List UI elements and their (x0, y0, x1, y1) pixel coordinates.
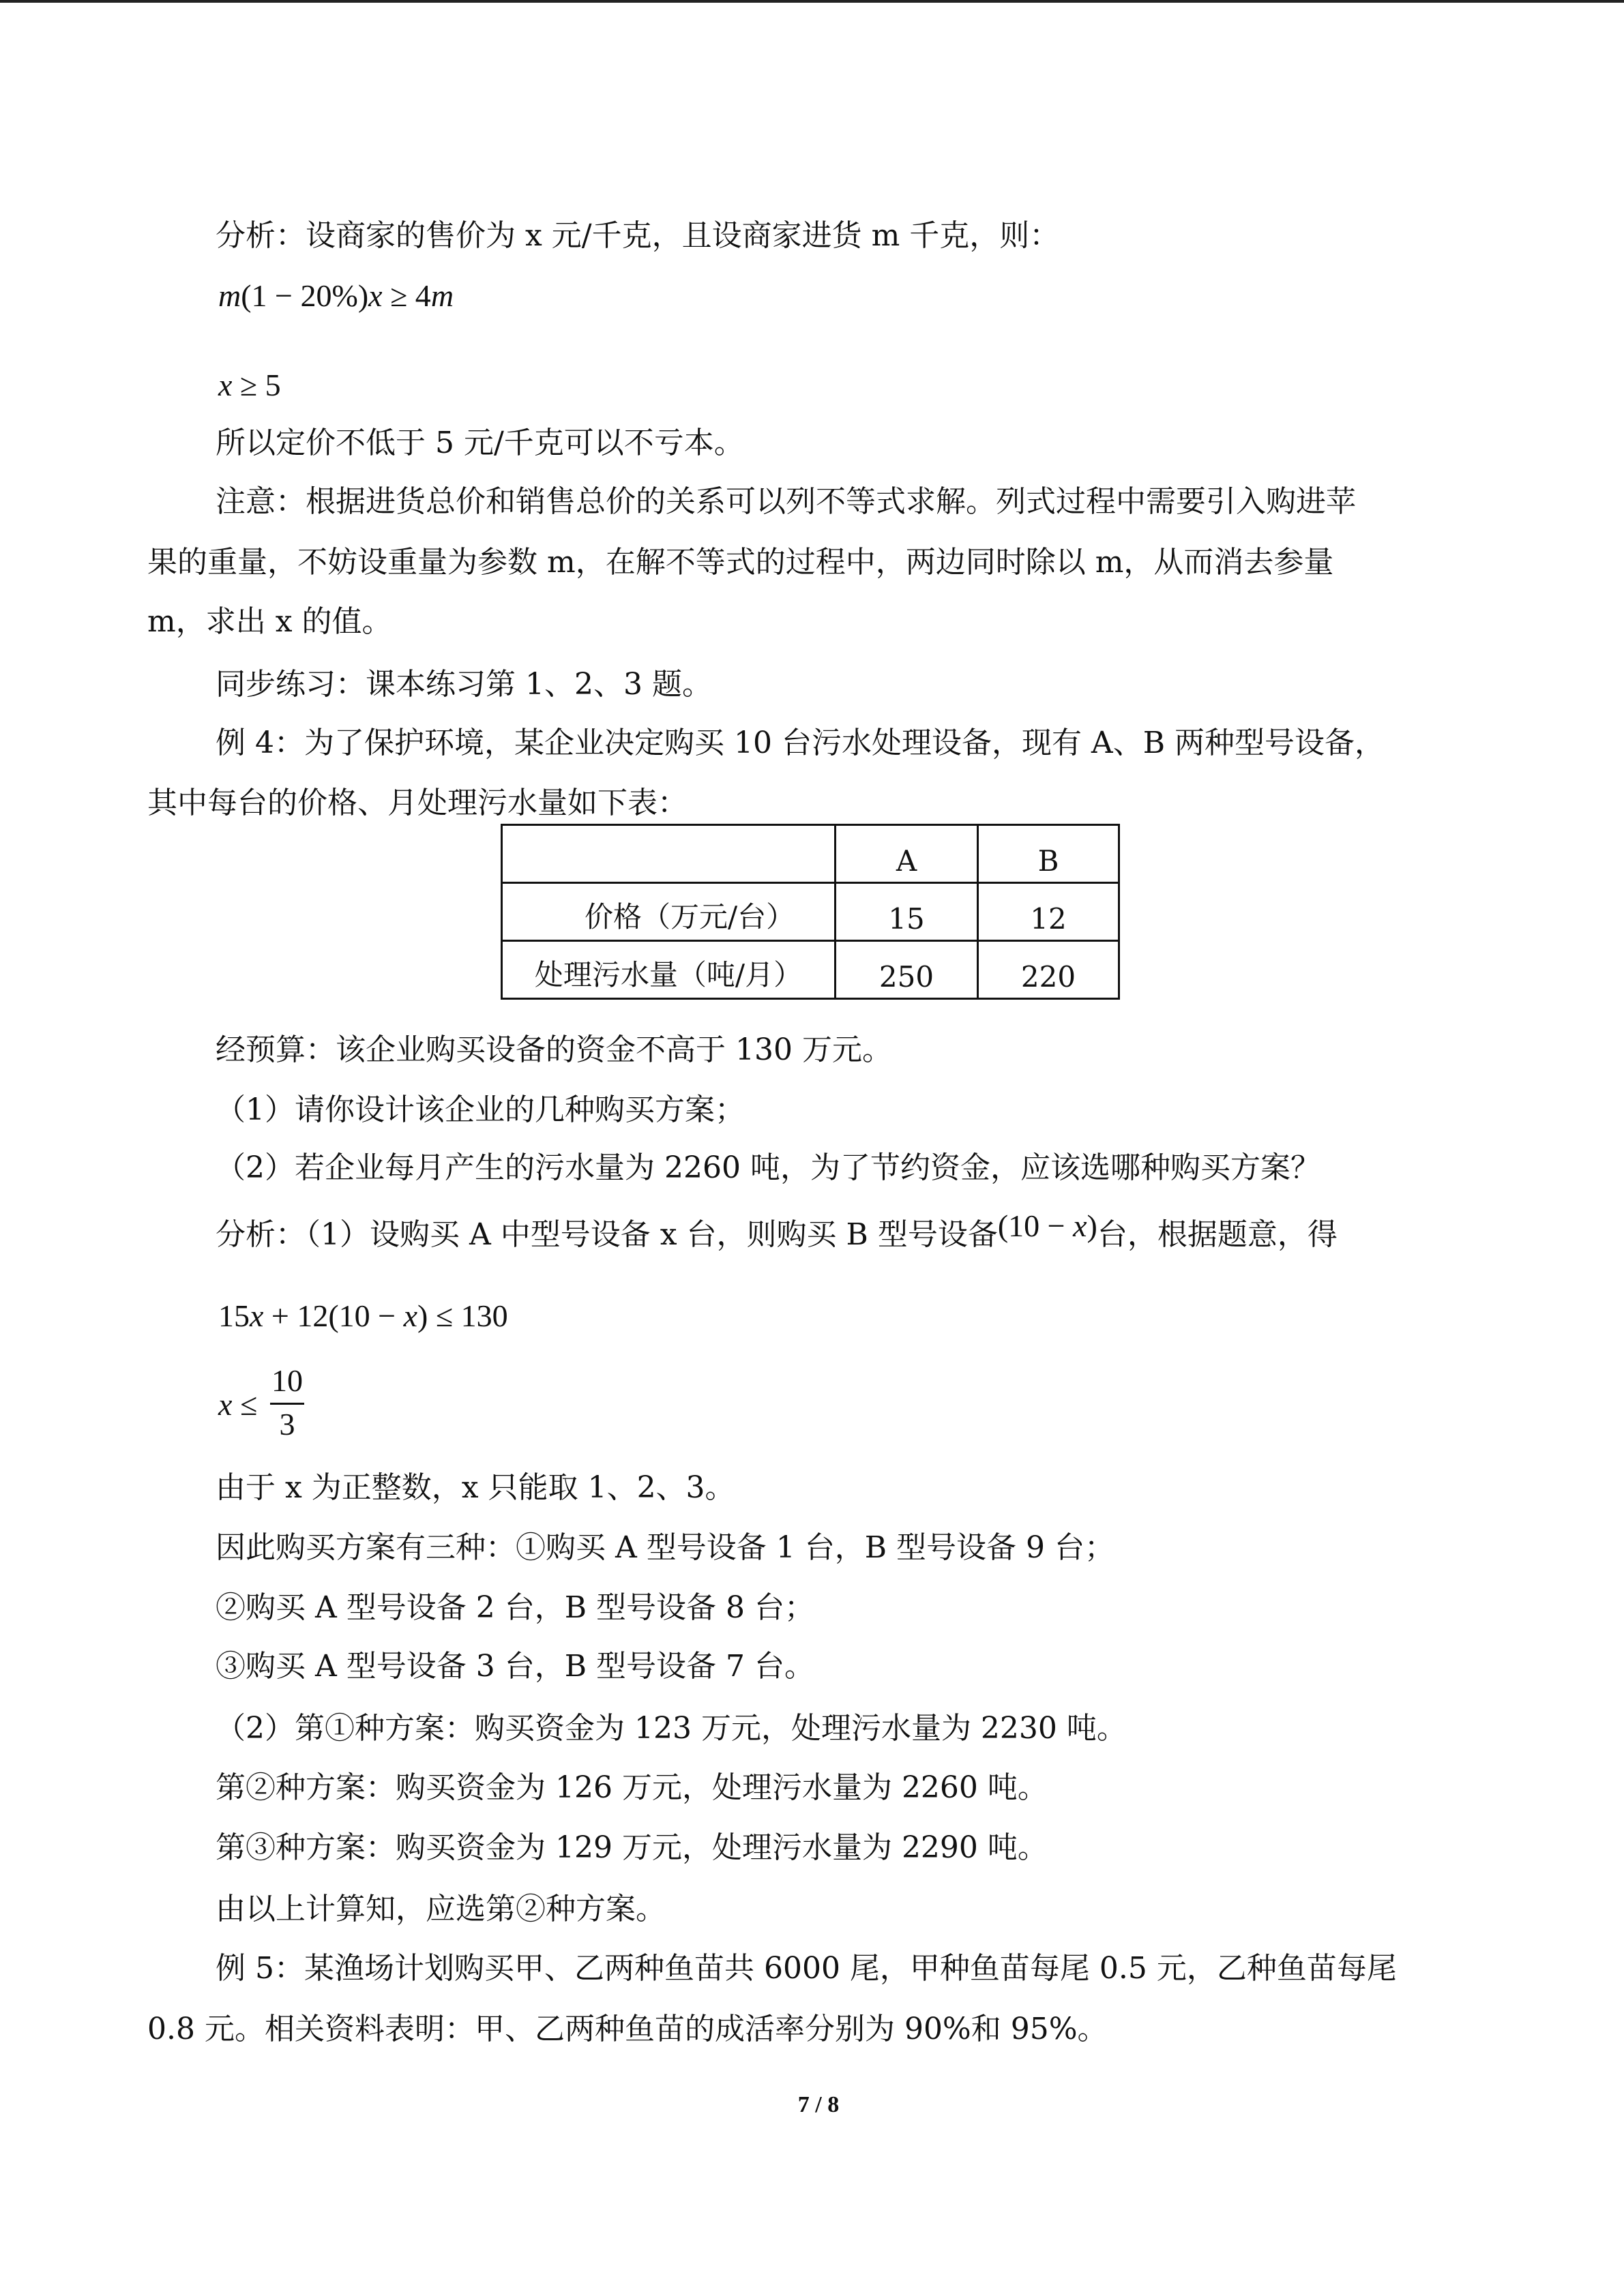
fraction-numerator: 10 (271, 1363, 303, 1398)
paragraph: 同步练习：课本练习第 1、2、3 题。 (216, 667, 712, 702)
table-cell: 12 (978, 883, 1119, 941)
top-rule (0, 0, 1624, 3)
paragraph: 例 5：某渔场计划购买甲、乙两种鱼苗共 6000 尾，甲种鱼苗每尾 0.5 元，乙种鱼苗每尾 (216, 1951, 1397, 1986)
paragraph-text: 台，根据题意，得 (1097, 1217, 1338, 1252)
paragraph: 其中每台的价格、月处理污水量如下表： (147, 786, 688, 820)
page-number: 7 / 8 (797, 2092, 840, 2117)
paragraph: （2）第①种方案：购买资金为 123 万元，处理污水量为 2230 吨。 (216, 1711, 1127, 1746)
equipment-table (501, 824, 1120, 1000)
table-row (502, 883, 1119, 941)
fraction-lhs: x ≤ (218, 1387, 258, 1422)
paragraph: 由以上计算知，应选第②种方案。 (216, 1892, 666, 1926)
table-header-row (502, 825, 1119, 883)
table-cell: 15 (836, 883, 978, 941)
paragraph: ②购买 A 型号设备 2 台，B 型号设备 8 台； (216, 1590, 815, 1625)
table-cell-label: 处理污水量（吨/月） (502, 941, 836, 999)
paragraph: （1）请你设计该企业的几种购买方案； (216, 1092, 745, 1127)
table-header-cell: A (836, 825, 978, 883)
paragraph (216, 1208, 1338, 1255)
equation: 15x + 12(10 − x) ≤ 130 (218, 1298, 508, 1333)
paragraph: 所以定价不低于 5 元/千克可以不亏本。 (216, 426, 744, 460)
paragraph: 因此购买方案有三种：①购买 A 型号设备 1 台，B 型号设备 9 台； (216, 1530, 1114, 1565)
fraction-denominator: 3 (279, 1407, 295, 1442)
table-cell-label: 价格（万元/台） (502, 883, 836, 941)
paragraph: 第②种方案：购买资金为 126 万元，处理污水量为 2260 吨。 (216, 1770, 1048, 1805)
table-cell: 250 (836, 941, 978, 999)
paragraph: 分析：设商家的售价为 x 元/千克，且设商家进货 m 千克，则： (216, 218, 1060, 253)
equation: m(1 − 20%)x ≥ 4m (218, 278, 454, 313)
paragraph: m，求出 x 的值。 (147, 604, 392, 639)
table-row (502, 941, 1119, 999)
fraction-equation (218, 1364, 307, 1446)
paragraph-text: 分析：（1）设购买 A 中型号设备 x 台，则购买 B 型号设备 (216, 1217, 998, 1252)
table-header-cell (502, 825, 836, 883)
table-cell: 220 (978, 941, 1119, 999)
equation: x ≥ 5 (218, 368, 281, 402)
paragraph: （2）若企业每月产生的污水量为 2260 吨，为了节约资金，应该选哪种购买方案？ (216, 1150, 1320, 1185)
paragraph: 由于 x 为正整数，x 只能取 1、2、3。 (216, 1470, 735, 1505)
paragraph: 0.8 元。相关资料表明：甲、乙两种鱼苗的成活率分别为 90%和 95%。 (147, 2012, 1108, 2046)
paragraph: 例 4：为了保护环境，某企业决定购买 10 台污水处理设备，现有 A、B 两种型号设备， (216, 726, 1385, 760)
paragraph: 经预算：该企业购买设备的资金不高于 130 万元。 (216, 1032, 892, 1067)
paragraph: 果的重量，不妨设重量为参数 m，在解不等式的过程中，两边同时除以 m，从而消去参量 (147, 545, 1334, 580)
paragraph: 注意：根据进货总价和销售总价的关系可以列不等式求解。列式过程中需要引入购进苹 (216, 484, 1356, 519)
paragraph: ③购买 A 型号设备 3 台，B 型号设备 7 台。 (216, 1649, 815, 1684)
paragraph: 第③种方案：购买资金为 129 万元，处理污水量为 2290 吨。 (216, 1830, 1048, 1865)
fraction-bar (270, 1403, 304, 1405)
inline-math: (10 − x) (997, 1208, 1097, 1243)
table-header-cell: B (978, 825, 1119, 883)
